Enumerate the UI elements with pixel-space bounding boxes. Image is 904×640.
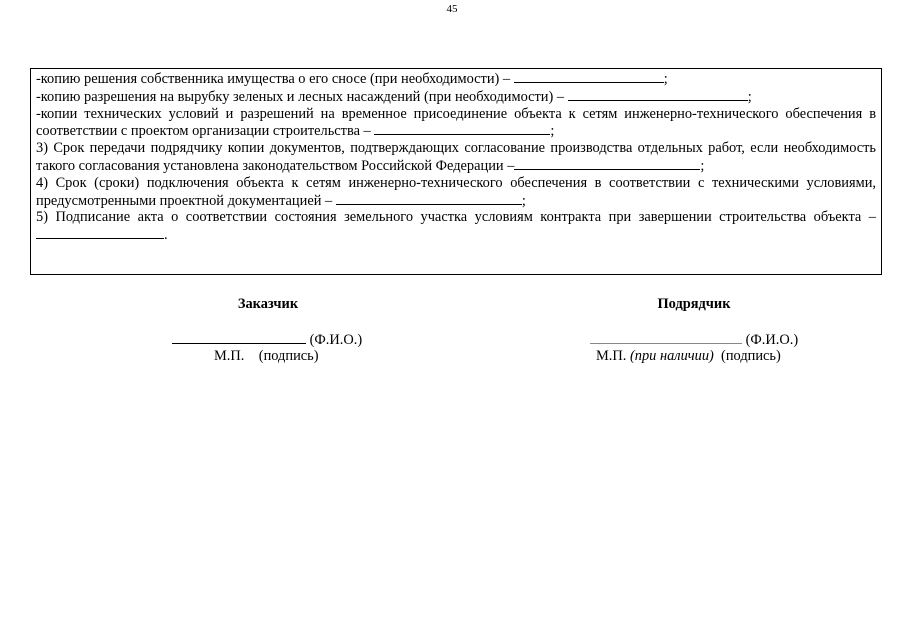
contractor-fio-line [590, 331, 798, 349]
item-felling-permit [36, 88, 876, 106]
page-number: 45 [446, 3, 458, 15]
customer-fio-label: (Ф.И.О.) [309, 332, 363, 348]
contractor-signature-label: (подпись) [721, 348, 781, 364]
contractor-fio-label: (Ф.И.О.) [745, 332, 799, 348]
item-owner-decision [36, 70, 876, 88]
item-technical-conditions [36, 106, 876, 141]
blank-line [336, 192, 522, 205]
contractor-mp-label: М.П. [596, 348, 627, 364]
item-technical-conditions-text: -копии технических условий и разрешений на временное присоединение объекта к сетям инженерно-технического обеспечения в соответствии с проектом организации строительства – [36, 105, 876, 140]
terms-box [30, 68, 882, 275]
customer-stamp-line [214, 348, 319, 365]
item-3-documents-deadline [36, 140, 876, 175]
item-punctuation: ; [521, 192, 526, 209]
signature-blank-line [590, 331, 742, 344]
item-punctuation: ; [663, 71, 668, 87]
item-4-text: 4) Срок (сроки) подключения объекта к сетям инженерно-технического обеспечения в соответствии с техническими условиями, предусмотренными проектной документацией – [36, 174, 876, 209]
item-punctuation: ; [550, 123, 555, 140]
blank-line [514, 157, 700, 170]
customer-signature-label: (подпись) [258, 348, 319, 364]
contractor-title: Подрядчик [657, 296, 731, 312]
contractor-stamp-line [596, 348, 781, 365]
item-4-connection-deadline [36, 175, 876, 210]
blank-line [374, 122, 550, 135]
item-felling-permit-text: -копию разрешения на вырубку зеленых и лесных насаждений (при необходимости) – [36, 88, 565, 105]
customer-mp-label: М.П. [214, 348, 245, 364]
contractor-mp-note: (при наличии) [630, 348, 714, 364]
item-3-text: 3) Срок передачи подрядчику копии документов, подтверждающих согласование производства отдельных работ, если необходимость такого согласования установлена законодательством Российской Федерации – [36, 140, 876, 174]
customer-title: Заказчик [237, 296, 299, 312]
blank-line [36, 226, 164, 239]
item-5-land-act [36, 209, 876, 244]
blank-line [514, 70, 664, 83]
item-5-text: 5) Подписание акта о соответствии состояния земельного участка условиям контракта при завершении строительства объекта – [36, 209, 876, 226]
item-punctuation: ; [747, 88, 752, 105]
signature-blank-line [172, 331, 306, 344]
item-owner-decision-text: -копию решения собственника имущества о его сносе (при необходимости) – [36, 71, 511, 87]
customer-fio-line [172, 331, 362, 349]
blank-line [568, 88, 748, 101]
item-punctuation: ; [700, 157, 705, 174]
item-punctuation: . [164, 227, 168, 244]
